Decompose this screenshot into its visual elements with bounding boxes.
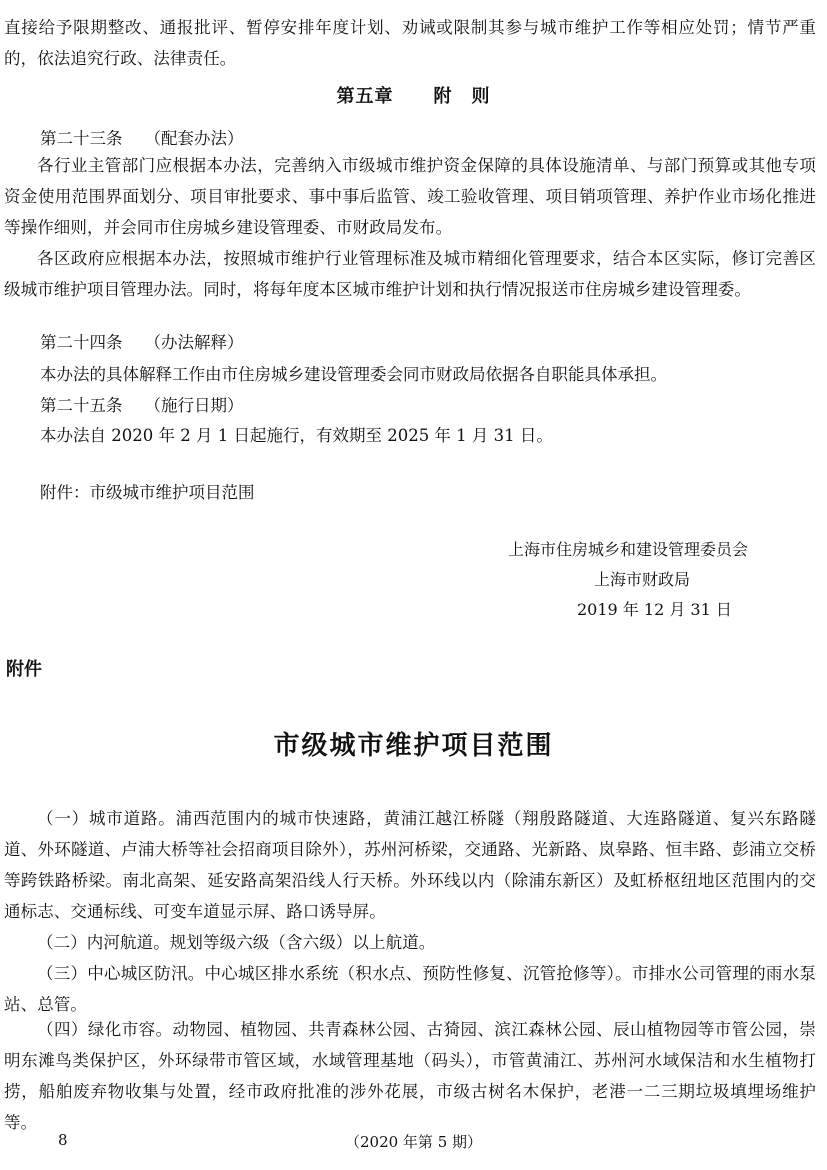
chapter-heading [0, 83, 827, 111]
article-23-paragraph-1: 各行业主管部门应根据本办法，完善纳入市级城市维护资金保障的具体设施清单、与部门预算或其他专项资金使用范围界面划分、项目审批要求、事中事后监管、竣工验收管理、项目销项管理、养护作业市场化推进等操作细则，并会同市住房城乡建设管理委、市财政局发布。 [4, 156, 816, 237]
page-number: 8 [58, 1131, 68, 1149]
article-24-heading [40, 327, 244, 358]
article-25-paragraph-1: 本办法自 2020 年 2 月 1 日起施行，有效期至 2025 年 1 月 31 日。 [40, 426, 553, 445]
signature-date: 2019 年 12 月 31 日 [577, 600, 732, 619]
article-title: （办法解释） [144, 333, 244, 352]
signature-org-housing: 上海市住房城乡和建设管理委员会 [508, 540, 749, 559]
article-number: 第二十四条 [40, 333, 123, 352]
article-number: 第二十五条 [40, 396, 123, 415]
signature-org-finance: 上海市财政局 [594, 570, 691, 589]
article-title: （配套办法） [144, 129, 244, 148]
annex-item-2: （二）内河航道。规划等级六级（含六级）以上航道。 [37, 933, 436, 952]
annex-item-1: （一）城市道路。浦西范围内的城市快速路，黄浦江越江桥隧（翔殷路隧道、大连路隧道、复兴东路隧道、外环隧道、卢浦大桥等社会招商项目除外），苏州河桥梁，交通路、光新路、岚皋路、恒丰路、彭浦立交桥等跨铁路桥梁。南北高架、延安路高架沿线人行天桥。外环线以内（除浦东新区）及虹桥枢纽地区范围内的交通标志、交通标线、可变车道显示屏、路口诱导屏。 [4, 809, 816, 921]
article-title: （施行日期） [144, 396, 244, 415]
article-23-paragraph-2: 各区政府应根据本办法，按照城市维护行业管理标准及城市精细化管理要求，结合本区实际，修订完善区级城市维护项目管理办法。同时，将每年度本区城市维护计划和执行情况报送市住房城乡建设管理委。 [4, 249, 816, 299]
annex-title: 市级城市维护项目范围 [273, 731, 554, 761]
attachment-heading: 附件 [6, 659, 42, 680]
continuation-paragraph: 直接给予限期整改、通报批评、暂停安排年度计划、劝诫或限制其参与城市维护工作等相应处罚；情节严重的，依法追究行政、法律责任。 [4, 18, 816, 68]
issue-label: （2020 年第 5 期） [344, 1133, 483, 1151]
attachment-note: 附件：市级城市维护项目范围 [40, 483, 255, 502]
annex-item-3: （三）中心城区防汛。中心城区排水系统（积水点、预防性修复、沉管抢修等）。市排水公司管理的雨水泵站、总管。 [4, 964, 816, 1014]
article-number: 第二十三条 [40, 129, 123, 148]
article-25-heading [40, 390, 244, 421]
article-24-paragraph-1: 本办法的具体解释工作由市住房城乡建设管理委会同市财政局依据各自职能具体承担。 [40, 365, 667, 384]
chapter-number: 第五章 [336, 86, 394, 107]
annex-item-4: （四）绿化市容。动物园、植物园、共青森林公园、古猗园、滨江森林公园、辰山植物园等市管公园，崇明东滩鸟类保护区，外环绿带市管区域，水域管理基地（码头），市管黄浦江、苏州河水域保洁和水生植物打捞，船舶废弃物收集与处置，经市政府批准的涉外花展，市级古树名木保护，老港一二三期垃圾填埋场维护等。 [4, 1020, 816, 1132]
chapter-name: 附 则 [433, 86, 491, 107]
